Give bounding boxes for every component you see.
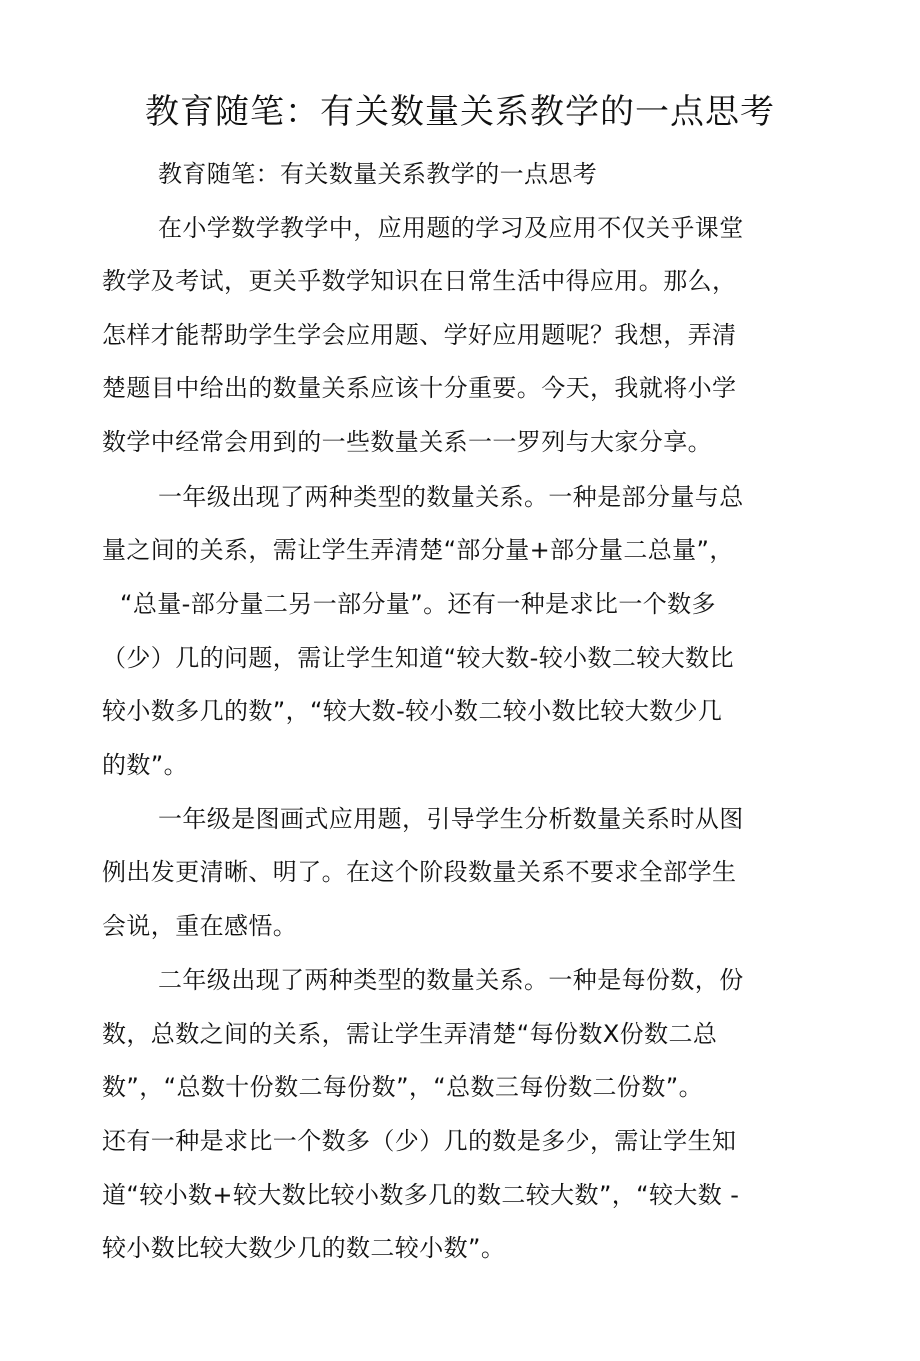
text-line: 较小数比较大数少几的数二较小数”。 [102,1234,506,1262]
text-line: 一年级是图画式应用题，引导学生分析数量关系时从图 [158,805,744,833]
text-line: 一年级出现了两种类型的数量关系。一种是部分量与总 [158,483,744,511]
text-line: 较小数多几的数”，“较大数-较小数二较小数比较大数少几 [102,697,723,725]
text-line: 例出发更清晰、明了。在这个阶段数量关系不要求全部学生 [102,858,737,886]
text-line: 道“较小数+较大数比较小数多几的数二较大数”，“较大数 - [102,1181,740,1209]
text-line: 还有一种是求比一个数多（少）几的数是多少，需让学生知 [102,1127,737,1155]
text-line: 数”，“总数十份数二每份数”，“总数三每份数二份数”。 [102,1073,703,1101]
text-line: 量之间的关系，需让学生弄清楚“部分量+部分量二总量”， [102,536,734,564]
text-line: 怎样才能帮助学生学会应用题、学好应用题呢？我想，弄清 [102,321,737,349]
text-line: 的数”。 [102,751,189,779]
text-line: 数，总数之间的关系，需让学生弄清楚“每份数X份数二总 [102,1020,718,1048]
text-line: 数学中经常会用到的一些数量关系一一罗列与大家分享。 [102,428,712,456]
text-line: “总量-部分量二另一部分量”。还有一种是求比一个数多 [120,590,716,618]
text-line: 二年级出现了两种类型的数量关系。一种是每份数，份 [158,966,744,994]
text-line: 会说，重在感悟。 [102,912,298,940]
text-line: 教育随笔：有关数量关系教学的一点思考 [158,160,598,188]
document-title: 教育随笔：有关数量关系教学的一点思考 [145,92,775,132]
text-line: （少）几的问题，需让学生知道“较大数-较小数二较大数比 [102,644,734,672]
text-line: 楚题目中给出的数量关系应该十分重要。今天，我就将小学 [102,374,737,402]
text-line: 教学及考试，更关乎数学知识在日常生活中得应用。那么， [102,267,737,295]
text-line: 在小学数学教学中，应用题的学习及应用不仅关乎课堂 [158,214,744,242]
